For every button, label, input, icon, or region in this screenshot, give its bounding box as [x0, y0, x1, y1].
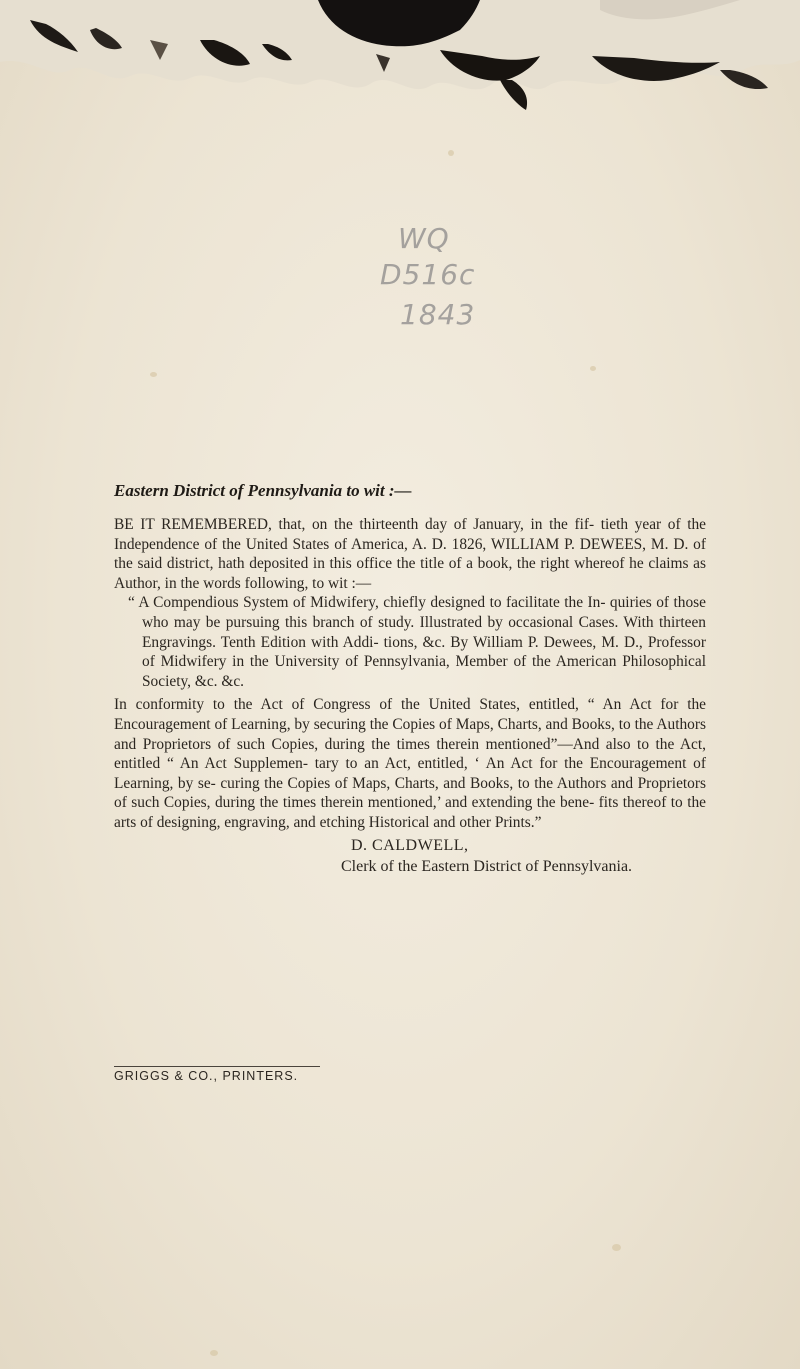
paper-speck	[612, 1244, 621, 1251]
call-number-line-2: D516c	[380, 258, 476, 291]
paper-speck	[150, 372, 157, 377]
clerk-name: D. CALDWELL,	[351, 836, 469, 854]
paper-speck	[590, 366, 596, 371]
marbled-endpaper-edge	[0, 0, 800, 120]
printer-imprint: GRIGGS & CO., PRINTERS.	[114, 1069, 299, 1083]
copyright-notice	[114, 481, 706, 877]
clerk-title: Clerk of the Eastern District of Pennsylvania.	[341, 857, 633, 875]
remembered-paragraph: BE IT REMEMBERED, that, on the thirteenth day of January, in the fif- tieth year of the Independence of the United States of America, A. D. 1826, WILLIAM P. DEWEES, M. D. of the said district, hath deposited in this office the title of a book, the right whereof he claims as Author, in the words following, to wit :—	[114, 516, 706, 592]
call-number-line-3: 1843	[400, 298, 476, 331]
book-title-paragraph: “ A Compendious System of Midwifery, chiefly designed to facilitate the In- quiries of those who may be pursuing this branch of study. Illustrated by occasional Cases. With thirteen Engravings. Tenth Edition with Addi- tions, &c. By William P. Dewees, M. D., Professor of Midwifery in the University of Pennsylvania, Member of the American Philosophical Society, &c. &c.	[128, 594, 706, 690]
paper-speck	[210, 1350, 218, 1356]
call-number-line-1: WQ	[398, 222, 450, 255]
paper-speck	[448, 150, 454, 156]
printer-rule	[114, 1066, 320, 1067]
district-heading: Eastern District of Pennsylvania to wit :—	[114, 481, 412, 500]
act-of-congress-paragraph: In conformity to the Act of Congress of the United States, entitled, “ An Act for the Encouragement of Learning, by securing the Copies of Maps, Charts, and Books, to the Authors and Proprietors of such Copies, during the times therein mentioned”—And also to the Act, entitled “ An Act Supplemen- tary to an Act, entitled, ‘ An Act for the Encouragement of Learning, by se- curing the Copies of Maps, Charts, and Books, to the Authors and Proprietors of such Copies, during the times therein mentioned,’ and extending the bene- fits thereof to the arts of designing, engraving, and etching Historical and other Prints.”	[114, 696, 706, 831]
clerk-signature	[341, 835, 706, 877]
